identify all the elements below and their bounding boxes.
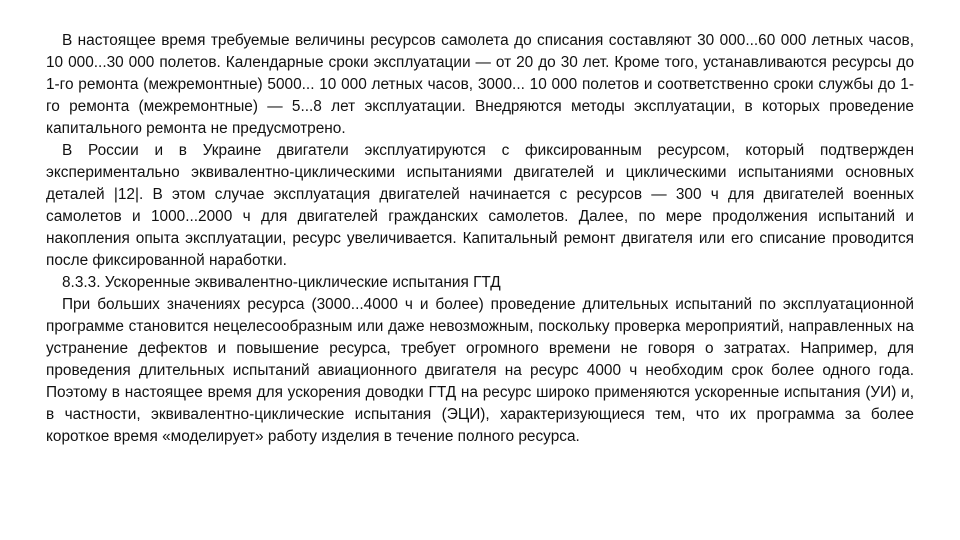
paragraph-engine-resources: В России и в Украине двигатели эксплуатируются с фиксированным ресурсом, который подтвержден экспериментально эквивалентно-циклическими испытаниями двигателей и циклическими испытаниями основных деталей |12|. В этом случае эксплуатация двигателей начинается с ресурсов — 300 ч для двигателей военных самолетов и 1000...2000 ч для двигателей гражданских самолетов. Далее, по мере продолжения испытаний и накопления опыта эксплуатации, ресурс увеличивается. Капитальный ремонт двигателя или его списание проводится после фиксированной наработки. [46, 142, 914, 269]
section-heading: 8.3.3. Ускоренные эквивалентно-циклические испытания ГТД [62, 274, 501, 291]
paragraph-aircraft-resources: В настоящее время требуемые величины ресурсов самолета до списания составляют 30 000...60 000 летных часов, 10 000...30 000 полетов. Календарные сроки эксплуатации — от 20 до 30 лет. Кроме того, устанавливаются ресурсы до 1-го ремонта (межремонтные) 5000... 10 000 летных часов, 3000... 10 000 полетов и соответственно сроки службы до 1-го ремонта (межремонтные) — 5...8 лет эксплуатации. Внедряются методы эксплуатации, в которых проведение капитального ремонта не предусмотрено. [46, 32, 914, 137]
paragraph-accelerated-tests: При больших значениях ресурса (3000...4000 ч и более) проведение длительных испытаний по эксплуатационной программе становится нецелесообразным или даже невозможным, поскольку проверка мероприятий, направленных на устранение дефектов и повышение ресурса, требует огромного времени не говоря о затратах. Например, для проведения длительных испытаний авиационного двигателя на ресурс 4000 ч необходим срок более одного года. Поэтому в настоящее время для ускорения доводки ГТД на ресурс широко применяются ускоренные испытания (УИ) и, в частности, эквивалентно-циклические испытания (ЭЦИ), характеризующиеся тем, что их программа за более короткое время «моделирует» работу изделия в течение полного ресурса. [46, 296, 914, 445]
document-page [46, 30, 914, 448]
